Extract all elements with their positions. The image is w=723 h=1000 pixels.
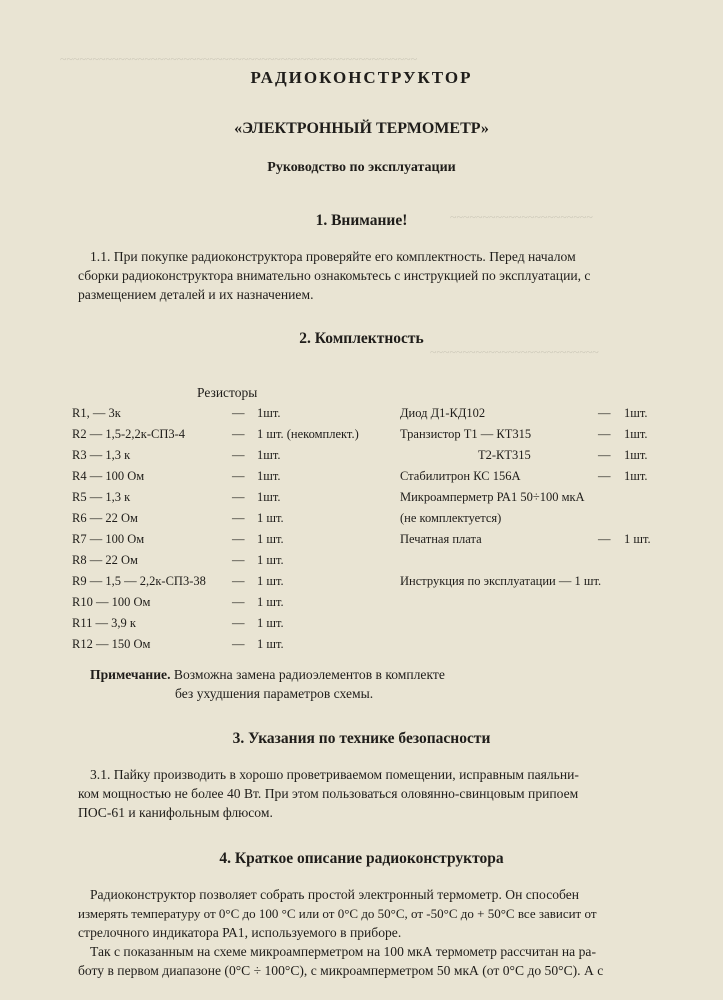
list-item-dash: — (598, 427, 611, 441)
list-item-name: R1, — 3к (72, 406, 121, 420)
list-item-dash: — (232, 406, 245, 420)
paragraph-line: 1.1. При покупке радиоконструктора проверяйте его комплектность. Перед началом (90, 249, 576, 264)
list-item-name: Стабилитрон КС 156А (400, 469, 521, 483)
list-item-name: Диод Д1-КД102 (400, 406, 486, 420)
paragraph-line: Радиоконструктор позволяет собрать простой электронный термометр. Он способен (90, 887, 580, 902)
list-item-name: R3 — 1,3 к (72, 448, 131, 462)
resistors-label: Резисторы (197, 385, 258, 400)
paragraph-line: размещением деталей и их назначением. (78, 287, 314, 302)
paragraph-line: 3.1. Пайку производить в хорошо проветриваемом помещении, исправным паяльни- (90, 767, 579, 782)
list-item-dash: — (232, 448, 245, 462)
list-item-qty: 1 шт. (257, 595, 284, 609)
list-item-dash: — (598, 469, 611, 483)
list-item-qty: 1шт. (257, 448, 281, 462)
list-item-name: Т2-КТ315 (478, 448, 531, 462)
paragraph-line: боту в первом диапазоне (0°С ÷ 100°С), с микроамперметром 50 мкА (от 0°С до 50°С). А с (78, 963, 604, 978)
list-item-dash: — (232, 532, 245, 546)
list-item-name: (не комплектуется) (400, 511, 502, 525)
bleed-through-text: ~~~~~~~~~~~~~~~~~~~~~~~~~~ (430, 345, 599, 359)
list-item-name: Печатная плата (400, 532, 482, 546)
list-item-qty: 1 шт. (257, 574, 284, 588)
list-item-name: R8 — 22 Ом (72, 553, 138, 567)
bleed-through-text: ~~~~~~~~~~~~~~~~~~~~~~ (450, 210, 593, 224)
list-item-qty: 1 шт. (257, 511, 284, 525)
list-item-qty: 1 шт. (257, 637, 284, 651)
paragraph-line: сборки радиоконструктора внимательно ознакомьтесь с инструкцией по эксплуатации, с (78, 268, 591, 283)
list-item-dash: — (232, 469, 245, 483)
list-item-dash: — (598, 406, 611, 420)
paragraph-line: Так с показанным на схеме микроамперметром на 100 мкА термометр рассчитан на ра- (90, 944, 596, 959)
section-2-heading: 2. Комплектность (299, 330, 424, 347)
section-1-heading: 1. Внимание! (315, 212, 408, 229)
list-item-name: R5 — 1,3 к (72, 490, 131, 504)
list-item-dash: — (598, 532, 611, 546)
list-item-dash: — (232, 490, 245, 504)
list-item-name: R2 — 1,5-2,2к-СП3-4 (72, 427, 186, 441)
list-item-name: R4 — 100 Ом (72, 469, 145, 483)
note-text: Возможна замена радиоэлементов в комплекте (170, 667, 445, 682)
list-item-dash: — (232, 553, 245, 567)
document-subtitle: «ЭЛЕКТРОННЫЙ ТЕРМОМЕТР» (234, 120, 489, 137)
list-item-qty: 1 шт. (некомплект.) (257, 427, 359, 441)
list-item-qty: 1шт. (257, 406, 281, 420)
list-item-name: R12 — 150 Ом (72, 637, 151, 651)
list-item-name: R6 — 22 Ом (72, 511, 138, 525)
list-item-dash: — (232, 427, 245, 441)
document-title: РАДИОКОНСТРУКТОР (250, 68, 473, 87)
list-item-qty: 1шт. (257, 490, 281, 504)
paragraph-line: ком мощностью не более 40 Вт. При этом пользоваться оловянно-свинцовым припоем (78, 786, 579, 801)
list-item-name: Инструкция по эксплуатации — 1 шт. (400, 574, 602, 588)
list-item-qty: 1 шт. (624, 532, 651, 546)
note-label: Примечание. (90, 667, 171, 682)
list-item-dash: — (232, 574, 245, 588)
list-item-qty: 1шт. (257, 469, 281, 483)
paragraph-line: ПОС-61 и канифольным флюсом. (78, 805, 273, 820)
bleed-through-text: ~~~~~~~~~~~~~~~~~~~~~~~~~~~~~~~~~~~~~~~~~~~~~~~~~~~~~~~ (60, 52, 418, 66)
guide-title: Руководство по эксплуатации (267, 160, 456, 175)
list-item-qty: 1 шт. (257, 532, 284, 546)
list-item-dash: — (232, 637, 245, 651)
list-item-dash: — (232, 616, 245, 630)
list-item-qty: 1 шт. (257, 553, 284, 567)
note-line: без ухудшения параметров схемы. (175, 686, 374, 701)
list-item-qty: 1шт. (624, 469, 648, 483)
paragraph-line: измерять температуру от 0°С до 100 °С или от 0°С до 50°С, от -50°С до + 50°С все зависит от (78, 906, 597, 921)
list-item-name: R7 — 100 Ом (72, 532, 145, 546)
list-item-name: Микроамперметр РА1 50÷100 мкА (400, 490, 585, 504)
list-item-qty: 1шт. (624, 448, 648, 462)
list-item-name: R10 — 100 Ом (72, 595, 151, 609)
list-item-name: R11 — 3,9 к (72, 616, 136, 630)
paragraph-line: стрелочного индикатора РА1, используемого в приборе. (78, 925, 402, 940)
note-line (90, 665, 445, 684)
list-item-dash: — (232, 595, 245, 609)
section-3-heading: 3. Указания по технике безопасности (232, 730, 491, 747)
list-item-dash: — (232, 511, 245, 525)
list-item-qty: 1шт. (624, 406, 648, 420)
list-item-qty: 1 шт. (257, 616, 284, 630)
list-item-name: R9 — 1,5 — 2,2к-СП3-38 (72, 574, 206, 588)
list-item-name: Транзистор Т1 — КТ315 (400, 427, 532, 441)
list-item-dash: — (598, 448, 611, 462)
list-item-qty: 1шт. (624, 427, 648, 441)
section-4-heading: 4. Краткое описание радиоконструктора (219, 850, 504, 867)
